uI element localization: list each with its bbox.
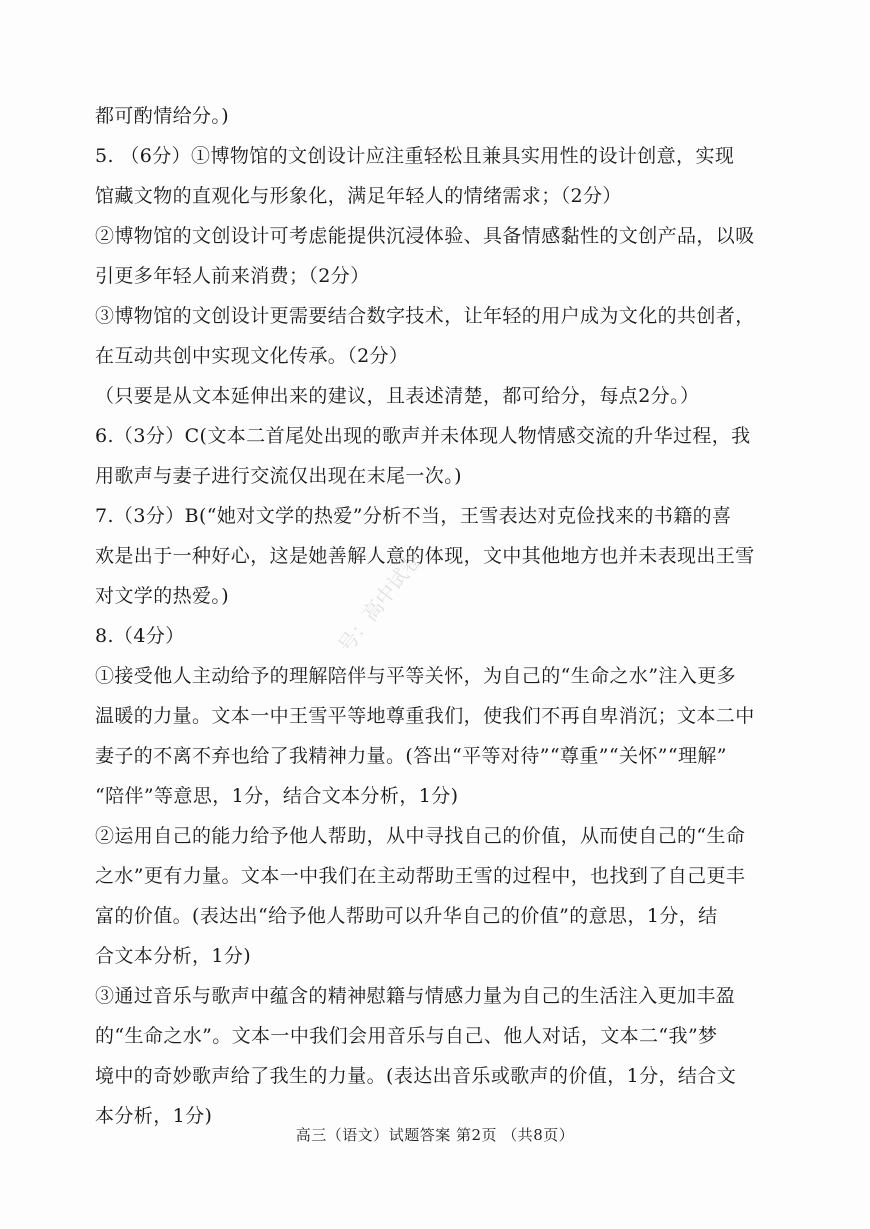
answer-text-block (95, 96, 785, 1136)
text-line: 馆藏文物的直观化与形象化，满足年轻人的情绪需求；（2分） (95, 185, 622, 207)
text-line: ③通过音乐与歌声中蕴含的精神慰籍与情感力量为自己的生活注入更加丰盈 (95, 985, 736, 1007)
text-line: ③博物馆的文创设计更需要结合数字技术，让年轻的用户成为文化的共创者， (95, 305, 755, 327)
text-line: 引更多年轻人前来消费；（2分） (95, 265, 370, 287)
page-footer: 高三（语文）试题答案 第2页 （共8页） (295, 1126, 575, 1144)
text-line: （只要是从文本延伸出来的建议，且表述清楚，都可给分，每点2分。） (95, 385, 700, 407)
text-line: 用歌声与妻子进行交流仅出现在末尾一次。) (95, 465, 462, 487)
text-line: 境中的奇妙歌声给了我生的力量。(表达出音乐或歌声的价值，1分，结合文 (95, 1065, 737, 1087)
text-line: 的“生命之水”。文本一中我们会用音乐与自己、他人对话，文本二“我”梦 (95, 1025, 718, 1047)
text-line: 妻子的不离不弃也给了我精神力量。(答出“平等对待”“尊重”“关怀”“理解” (95, 745, 727, 767)
text-line: ①接受他人主动给予的理解陪伴与平等关怀，为自己的“生命之水”注入更多 (95, 665, 737, 687)
text-line: 7.（3分）B(“她对文学的热爱”分析不当，王雪表达对克俭找来的书籍的喜 (95, 505, 732, 527)
text-line: 都可酌情给分。) (95, 105, 230, 127)
text-line: 对文学的热爱。) (95, 585, 230, 607)
text-line: 合文本分析，1分) (95, 945, 252, 967)
text-line: 6.（3分）C(文本二首尾处出现的歌声并未体现人物情感交流的升华过程，我 (95, 425, 751, 447)
text-line: 本分析，1分) (95, 1105, 213, 1127)
text-line: 在互动共创中实现文化传承。（2分） (95, 345, 409, 367)
watermark: 号：高中试卷 (333, 547, 426, 658)
text-line: “陪伴”等意思，1分，结合文本分析，1分) (95, 785, 459, 807)
text-line: 欢是出于一种好心，这是她善解人意的体现，文中其他地方也并未表现出王雪 (95, 545, 755, 567)
text-line: 5. （6分）①博物馆的文创设计应注重轻松且兼具实用性的设计创意，实现 (95, 145, 735, 167)
text-line: ②博物馆的文创设计可考虑能提供沉浸体验、具备情感黏性的文创产品，以吸 (95, 225, 755, 247)
text-line: 8.（4分） (95, 625, 185, 647)
text-line: 温暖的力量。文本一中王雪平等地尊重我们，使我们不再自卑消沉；文本二中 (95, 705, 755, 727)
text-line: 富的价值。(表达出“给予他人帮助可以升华自己的价值”的意思，1分，结 (95, 905, 718, 927)
text-line: 之水”更有力量。文本一中我们在主动帮助王雪的过程中，也找到了自己更丰 (95, 865, 746, 887)
text-line: ②运用自己的能力给予他人帮助，从中寻找自己的价值，从而使自己的“生命 (95, 825, 746, 847)
